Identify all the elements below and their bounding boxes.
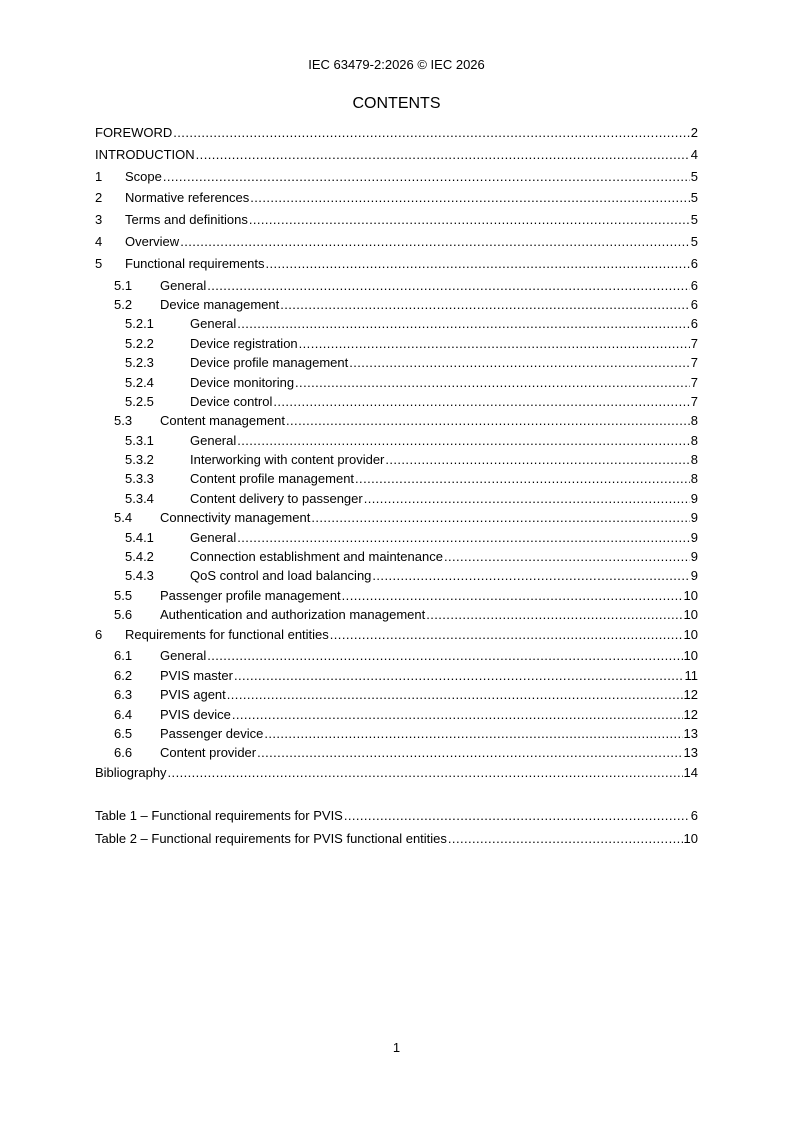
toc-entry-number: 5.2.2 <box>125 335 154 351</box>
toc-entry[interactable] <box>95 627 698 649</box>
dot-leader <box>168 765 683 781</box>
toc-entry-page: 10 <box>683 648 698 664</box>
table-entry-title: Table 2 – Functional requirements for PVIS functional entities <box>95 831 447 846</box>
toc-entry[interactable] <box>95 212 698 234</box>
toc-entry-title: Content provider <box>160 745 257 761</box>
toc-entry-page: 6 <box>690 277 698 293</box>
toc-entry-title: Device registration <box>190 335 298 351</box>
toc-entry-page: 8 <box>690 452 698 468</box>
toc-entry-page: 12 <box>683 687 698 703</box>
dot-leader <box>444 549 690 565</box>
dot-leader <box>237 530 690 546</box>
dot-leader <box>364 491 690 507</box>
toc-entry-title: General <box>160 648 207 664</box>
toc-entry-page: 7 <box>690 374 698 390</box>
toc-entry-title: Bibliography <box>95 764 167 780</box>
dot-leader <box>207 648 682 664</box>
dot-leader <box>227 687 683 703</box>
table-entry-page: 6 <box>690 808 698 823</box>
toc-entry[interactable] <box>95 433 698 452</box>
toc-entry-title: Device management <box>160 296 280 312</box>
toc-entry-title: Requirements for functional entities <box>125 626 329 642</box>
contents-title: CONTENTS <box>352 95 441 112</box>
toc-entry-page: 9 <box>690 568 698 584</box>
toc-entry-number: 5.5 <box>114 587 133 603</box>
toc-entry-number: 5.3.2 <box>125 452 154 468</box>
toc-entry-title: Terms and definitions <box>125 212 248 228</box>
toc-entry-page: 9 <box>690 510 698 526</box>
dot-leader <box>385 452 689 468</box>
toc-entry-title: Device control <box>190 393 273 409</box>
toc-entry-number: 5.2.4 <box>125 374 154 390</box>
toc-entry-page: 10 <box>683 587 698 603</box>
toc-entry-title: General <box>190 529 237 545</box>
toc-entry-title: Passenger profile management <box>160 587 341 603</box>
dot-leader <box>264 726 682 742</box>
toc-entry-page: 6 <box>690 316 698 332</box>
toc-entry-page: 7 <box>690 393 698 409</box>
toc-entry-title: Authentication and authorization management <box>160 607 426 623</box>
toc-entry-number: 5.2 <box>114 296 133 312</box>
toc-entry[interactable] <box>95 336 698 355</box>
toc-entry[interactable] <box>95 413 698 432</box>
toc-entry-page: 4 <box>690 146 698 162</box>
toc-entry[interactable] <box>95 297 698 316</box>
dot-leader <box>295 375 690 391</box>
toc-entry-title: Content management <box>160 413 286 429</box>
toc-entry-title: Overview <box>125 233 180 249</box>
toc-entry-page: 2 <box>690 125 698 140</box>
toc-entry-number: 5.2.5 <box>125 393 154 409</box>
toc-entry[interactable] <box>95 707 698 726</box>
toc-entry-number: 3 <box>95 212 103 228</box>
dot-leader <box>330 627 683 643</box>
toc-entry-title: Device monitoring <box>190 374 295 390</box>
toc-entry-page: 8 <box>690 432 698 448</box>
toc-entry-title: General <box>190 432 237 448</box>
toc-entry-number: 4 <box>95 233 103 249</box>
table-list-entry[interactable] <box>95 831 698 854</box>
dot-leader <box>250 190 689 206</box>
toc-entry[interactable] <box>95 726 698 745</box>
toc-entry[interactable] <box>95 648 698 667</box>
toc-entry-page: 5 <box>690 233 698 249</box>
toc-entry[interactable] <box>95 190 698 212</box>
table-entry-page: 10 <box>683 831 698 846</box>
toc-entry[interactable] <box>95 452 698 471</box>
toc-entry-title: Content delivery to passenger <box>190 490 363 506</box>
toc-entry[interactable] <box>95 530 698 549</box>
toc-entry-number: 5 <box>95 255 103 271</box>
toc-entry[interactable] <box>95 568 698 587</box>
toc-entry-page: 10 <box>683 607 698 623</box>
toc-entry-number: 5.2.3 <box>125 355 154 371</box>
toc-entry-page: 7 <box>690 355 698 371</box>
toc-entry[interactable] <box>95 316 698 335</box>
toc-entry-title: General <box>190 316 237 332</box>
toc-entry-title: PVIS device <box>160 706 231 722</box>
toc-entry-title: Connection establishment and maintenance <box>190 549 443 565</box>
toc-entry[interactable] <box>95 375 698 394</box>
toc-entry-page: 8 <box>690 413 698 429</box>
dot-leader <box>196 147 690 163</box>
table-list-entry[interactable] <box>95 808 698 831</box>
toc-entry-page: 8 <box>690 471 698 487</box>
toc-entry-number: 6.3 <box>114 687 133 703</box>
toc-entry-number: 5.4.1 <box>125 529 154 545</box>
toc-entry-page: 13 <box>683 745 698 761</box>
toc-entry-title: INTRODUCTION <box>95 146 195 162</box>
toc-entry-page: 5 <box>690 168 698 184</box>
dot-leader <box>344 808 690 824</box>
toc-entry-title: PVIS agent <box>160 687 226 703</box>
toc-entry-number: 5.2.1 <box>125 316 154 332</box>
toc-entry-number: 5.3.1 <box>125 432 154 448</box>
dot-leader <box>273 394 689 410</box>
dot-leader <box>265 256 689 272</box>
dot-leader <box>237 433 690 449</box>
toc-entry-title: Normative references <box>125 190 250 206</box>
toc-entry[interactable] <box>95 394 698 413</box>
dot-leader <box>448 831 683 847</box>
toc-entry-page: 9 <box>690 549 698 565</box>
toc-entry[interactable] <box>95 588 698 607</box>
toc-entry-number: 6.6 <box>114 745 133 761</box>
dot-leader <box>299 336 690 352</box>
toc-entry-page: 7 <box>690 335 698 351</box>
toc-entry-page: 12 <box>683 706 698 722</box>
toc-entry-page: 14 <box>683 764 698 780</box>
toc-entry-number: 2 <box>95 190 103 206</box>
toc-entry-number: 5.4.3 <box>125 568 154 584</box>
dot-leader <box>286 413 690 429</box>
toc-entry-number: 5.4.2 <box>125 549 154 565</box>
toc-entry-number: 6.4 <box>114 706 133 722</box>
dot-leader <box>180 234 690 250</box>
toc-entry[interactable] <box>95 510 698 529</box>
toc-entry[interactable] <box>95 355 698 374</box>
toc-entry[interactable] <box>95 256 698 278</box>
toc-entry-number: 5.1 <box>114 277 133 293</box>
toc-entry[interactable] <box>95 234 698 256</box>
dot-leader <box>232 707 683 723</box>
toc-entry-number: 5.6 <box>114 607 133 623</box>
toc-entry-title: QoS control and load balancing <box>190 568 372 584</box>
toc-entry-number: 5.3 <box>114 413 133 429</box>
toc-entry[interactable] <box>95 745 698 764</box>
toc-entry[interactable] <box>95 147 698 169</box>
toc-entry-title: Connectivity management <box>160 510 311 526</box>
dot-leader <box>207 278 690 294</box>
toc-entry-title: Content profile management <box>190 471 355 487</box>
toc-entry-title: Device profile management <box>190 355 349 371</box>
toc-entry-page: 6 <box>690 296 698 312</box>
list-of-tables <box>95 808 698 854</box>
dot-leader <box>257 745 682 761</box>
toc-entry[interactable] <box>95 765 698 787</box>
dot-leader <box>237 316 690 332</box>
toc-entry-title: Passenger device <box>160 725 264 741</box>
toc-entry-page: 13 <box>683 725 698 741</box>
toc-entry-title: Interworking with content provider <box>190 452 385 468</box>
toc-entry-title: Functional requirements <box>125 255 265 271</box>
toc-entry-number: 5.3.3 <box>125 471 154 487</box>
dot-leader <box>163 169 690 185</box>
dot-leader <box>372 568 689 584</box>
toc-entry-page: 11 <box>684 667 698 683</box>
toc-entry-page: 5 <box>690 212 698 228</box>
dot-leader <box>342 588 683 604</box>
toc-entry-title: PVIS master <box>160 667 233 683</box>
dot-leader <box>280 297 690 313</box>
toc-entry-title: Scope <box>125 168 162 184</box>
dot-leader <box>234 668 684 684</box>
toc-entry-number: 6.1 <box>114 648 133 664</box>
toc-entry-number: 6.5 <box>114 725 133 741</box>
toc-entry-number: 5.3.4 <box>125 490 154 506</box>
toc-entry[interactable] <box>95 607 698 626</box>
toc-entry[interactable] <box>95 125 698 147</box>
dot-leader <box>426 607 682 623</box>
toc-entry-title: FOREWORD <box>95 125 173 140</box>
dot-leader <box>349 355 690 371</box>
toc-entry-page: 5 <box>690 190 698 206</box>
dot-leader <box>173 125 689 141</box>
dot-leader <box>311 510 689 526</box>
toc-entry-page: 10 <box>683 626 698 642</box>
toc-entry-page: 9 <box>690 529 698 545</box>
toc-entry[interactable] <box>95 278 698 297</box>
toc-entry-number: 6 <box>95 626 103 642</box>
toc-entry[interactable] <box>95 471 698 490</box>
toc-entry[interactable] <box>95 687 698 706</box>
dot-leader <box>249 212 690 228</box>
toc-entry-number: 5.4 <box>114 510 133 526</box>
toc-entry-title: General <box>160 277 207 293</box>
toc-entry-page: 6 <box>690 255 698 271</box>
toc-entry-number: 1 <box>95 168 103 184</box>
toc-entry[interactable] <box>95 549 698 568</box>
table-entry-title: Table 1 – Functional requirements for PVIS <box>95 808 343 823</box>
dot-leader <box>355 471 690 487</box>
document-header: IEC 63479-2:2026 © IEC 2026 <box>308 57 485 72</box>
page-number: 1 <box>392 1040 401 1055</box>
table-of-contents <box>95 125 698 787</box>
toc-entry-number: 6.2 <box>114 667 133 683</box>
toc-entry-page: 9 <box>690 490 698 506</box>
toc-entry[interactable] <box>95 668 698 687</box>
toc-entry[interactable] <box>95 491 698 510</box>
toc-entry[interactable] <box>95 169 698 191</box>
